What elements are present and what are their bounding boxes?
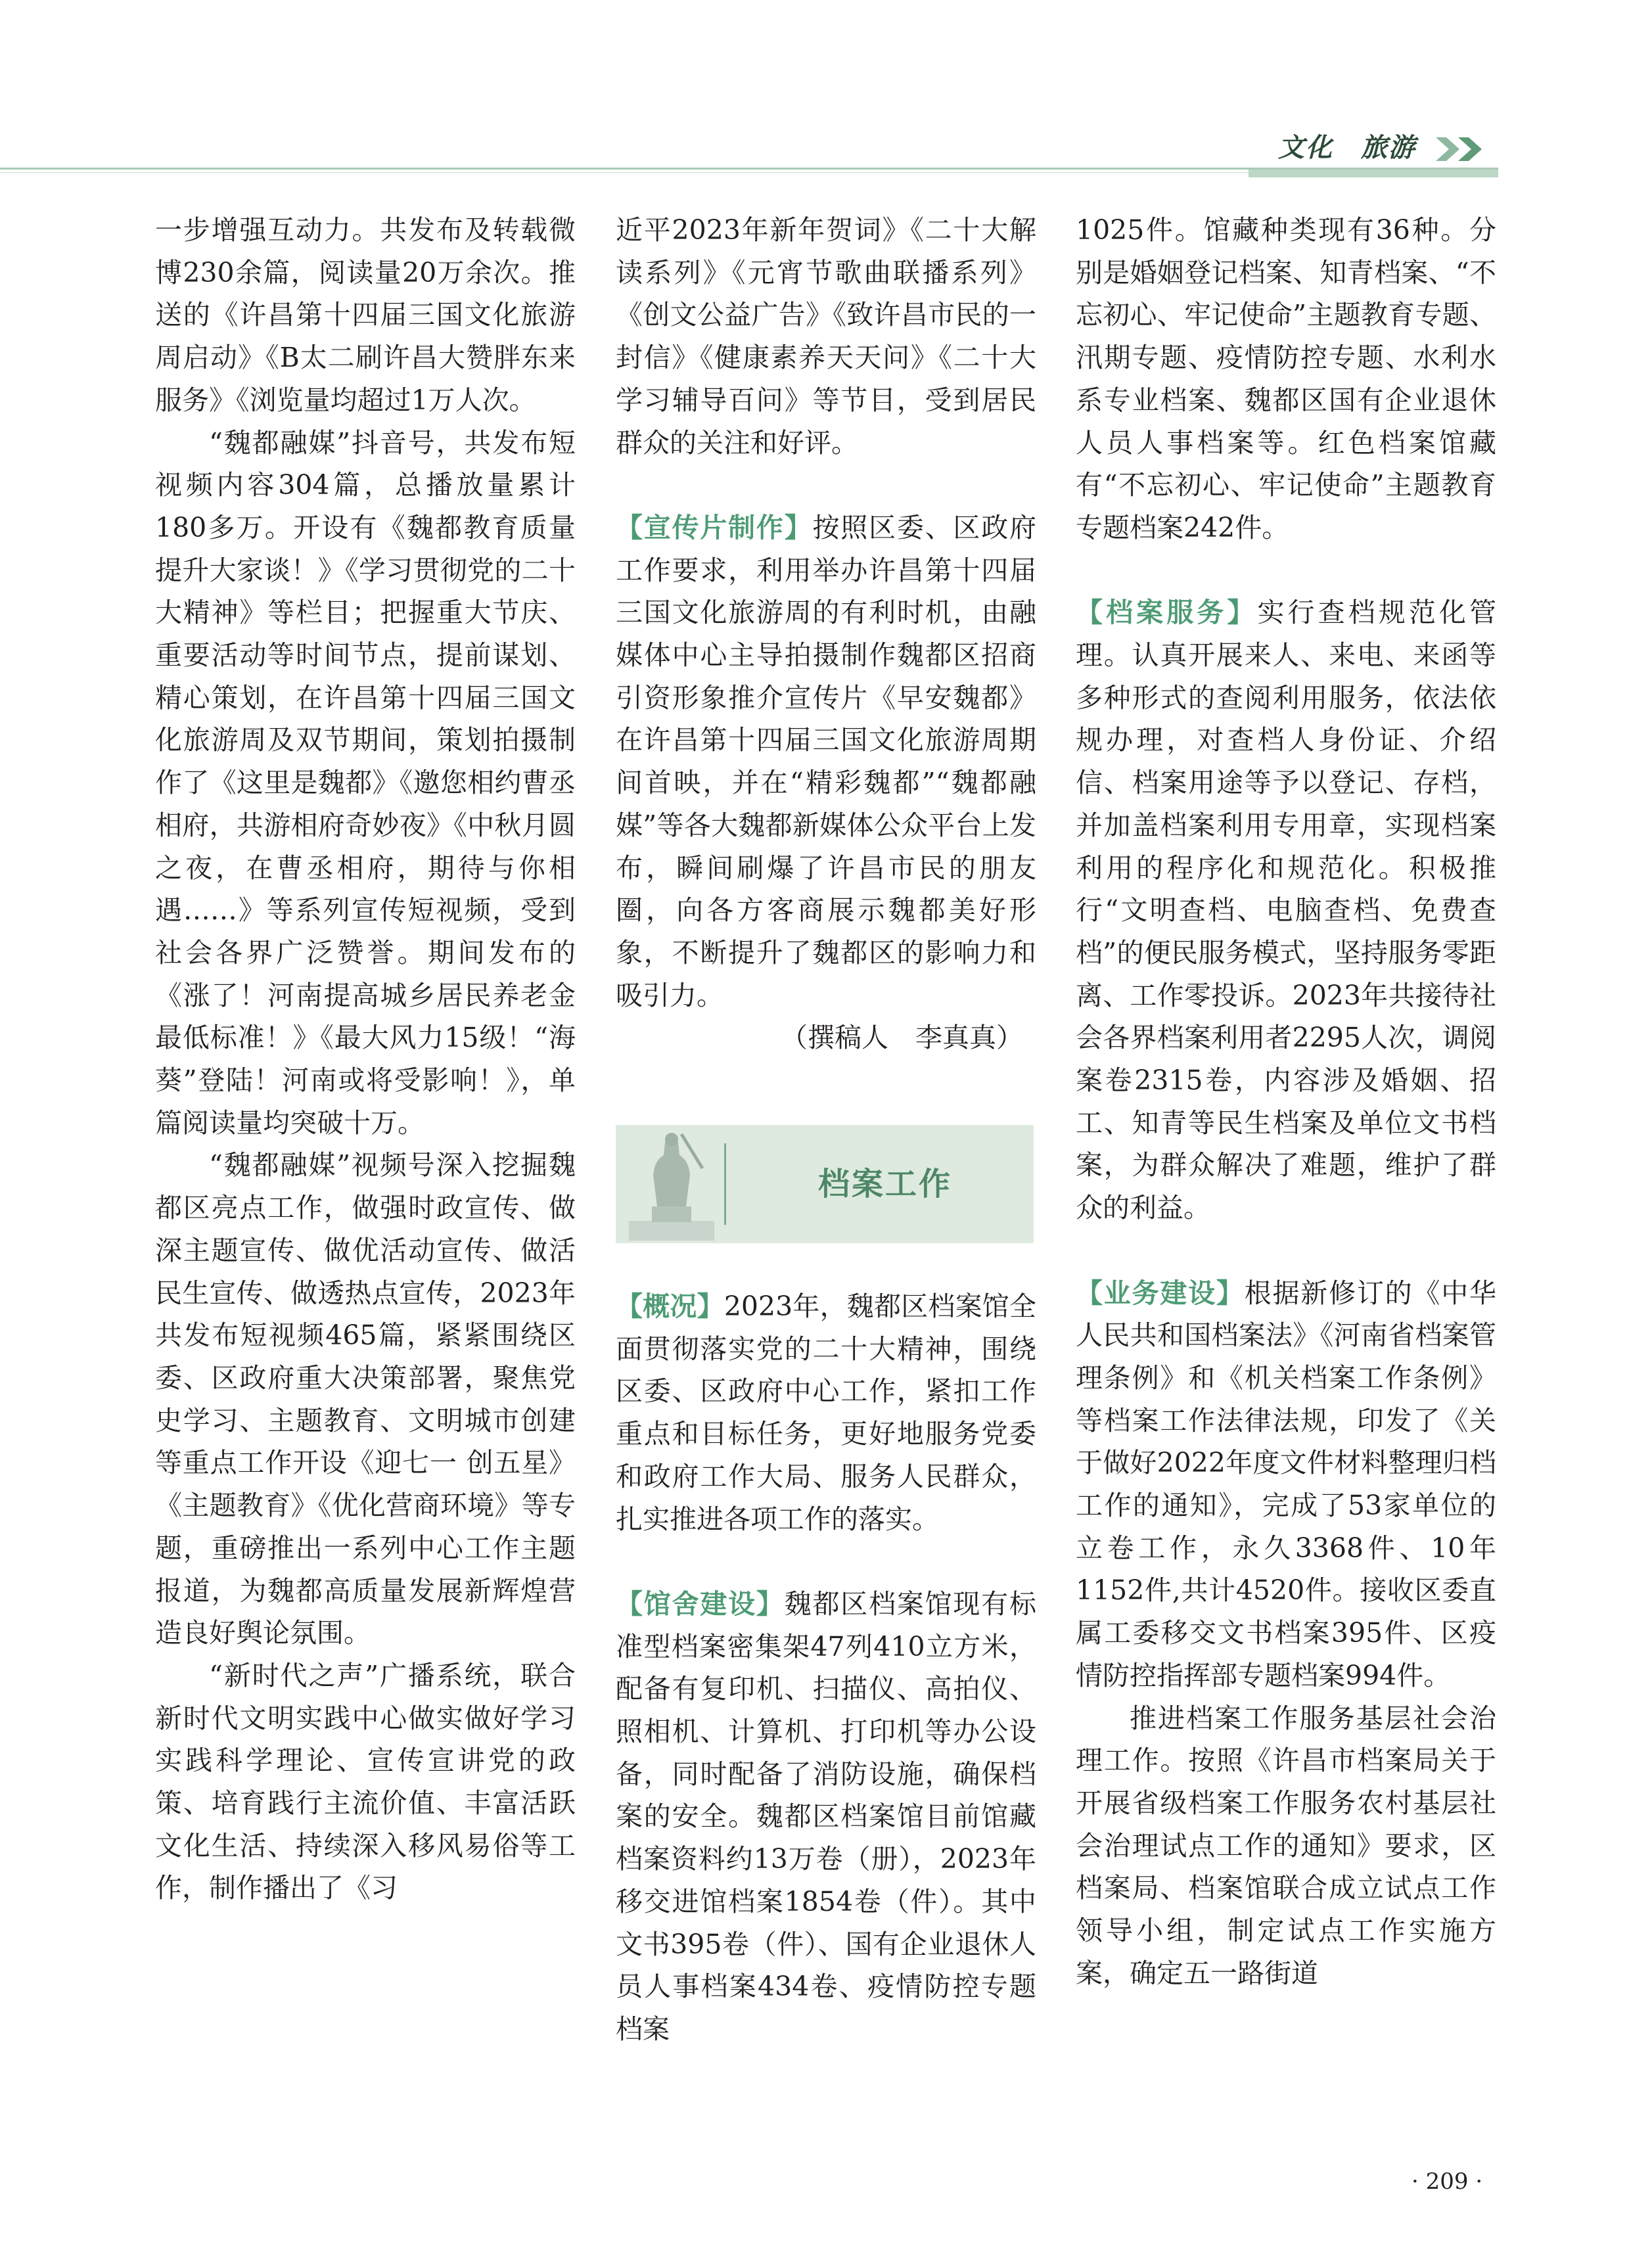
paragraph-text: 按照区委、区政府工作要求，利用举办许昌第十四届三国文化旅游周的有利时机，由融媒体中心主导拍摄制作魏都区招商引资形象推介宣传片《早安魏都》在许昌第十四届三国文化旅游周期间首映，并在“精彩魏都”“魏都融媒”等各大魏都新媒体公众平台上发布，瞬间刷爆了许昌市民的朋友圈，向各方客商展示魏都美好形象，不断提升了魏都区的影响力和吸引力。 xyxy=(616,511,1036,1011)
banner-title: 档案工作 xyxy=(817,1166,952,1203)
section-title: 文化 旅游 xyxy=(1278,133,1416,163)
banner-divider xyxy=(724,1143,726,1225)
column-3 xyxy=(1076,209,1496,1995)
paragraph xyxy=(616,507,1036,1017)
paragraph-text: 实行查档规范化管理。认真开展来人、来电、来函等多种形式的查阅利用服务，依法依规办理，对查档人身份证、介绍信、档案用途等予以登记、存档，并加盖档案利用专用章，实现档案利用的程序化和规范化。积极推行“文明查档、电脑查档、免费查档”的便民服务模式，坚持服务零距离、工作零投诉。2023年共接待社会各界档案利用者2295人次，调阅案卷2315卷，内容涉及婚姻、招工、知青等民生档案及单位文书档案，为群众解决了难题，维护了群众的利益。 xyxy=(1076,597,1497,1224)
paragraph: 1025件。馆藏种类现有36种。分别是婚姻登记档案、知青档案、“不忘初心、牢记使命”主题教育专题、汛期专题、疫情防控专题、水利水系专业档案、魏都区国有企业退休人员人事档案等。红色档案馆藏有“不忘初心、牢记使命”主题教育专题档案242件。 xyxy=(1076,214,1496,543)
column-1 xyxy=(155,209,576,1910)
column-2 xyxy=(616,209,1036,2051)
double-chevron-icon xyxy=(1436,135,1495,164)
section-tag: 【业务建设】 xyxy=(1076,1277,1245,1309)
paragraph: 近平2023年新年贺词》《二十大解读系列》《元宵节歌曲联播系列》《创文公益广告》《致许昌市民的一封信》《健康素养天天问》《二十大学习辅导百问》等节目，受到居民群众的关注和好评。 xyxy=(616,214,1036,459)
paragraph: 推进档案工作服务基层社会治理工作。按照《许昌市档案局关于开展省级档案工作服务农村基层社会治理试点工作的通知》要求，区档案局、档案馆联合成立试点工作领导小组，制定试点工作实施方案，确定五一路街道 xyxy=(1076,1702,1496,1989)
paragraph: “魏都融媒”抖音号，共发布短视频内容304篇，总播放量累计180多万。开设有《魏都教育质量提升大家谈！》《学习贯彻党的二十大精神》等栏目；把握重大节庆、重要活动等时间节点，提前谋划、精心策划，在许昌第十四届三国文化旅游周及双节期间，策划拍摄制作了《这里是魏都》《邀您相约曹丞相府，共游相府奇妙夜》《中秋月圆之夜，在曹丞相府，期待与你相遇……》等系列宣传短视频，受到社会各界广泛赞誉。期间发布的《涨了！河南提高城乡居民养老金最低标准！》《最大风力15级！“海葵”登陆！河南或将受影响！》，单篇阅读量均突破十万。 xyxy=(155,426,576,1139)
paragraph: “魏都融媒”视频号深入挖掘魏都区亮点工作，做强时政宣传、做深主题宣传、做优活动宣传、做活民生宣传、做透热点宣传，2023年共发布短视频465篇，紧紧围绕区委、区政府重大决策部署，聚焦党史学习、主题教育、文明城市创建等重点工作开设《迎七一 创五星》《主题教育》《优化营商环境》等专题，重磅推出一系列中心工作主题报道，为魏都高质量发展新辉煌营造良好舆论氛围。 xyxy=(155,1149,576,1649)
section-tag: 【概况】 xyxy=(616,1291,724,1323)
paragraph xyxy=(616,1583,1036,2051)
paragraph xyxy=(1076,591,1496,1229)
byline: （撰稿人 李真真） xyxy=(781,1022,1023,1054)
section-banner xyxy=(616,1125,1034,1243)
paragraph xyxy=(1076,1272,1496,1697)
statue-illustration xyxy=(629,1129,714,1241)
page-number: · 209 · xyxy=(1411,2168,1483,2195)
paragraph-text: 根据新修订的《中华人民共和国档案法》《河南省档案管理条例》和《机关档案工作条例》等档案工作法律法规，印发了《关于做好2022年度文件材料整理归档工作的通知》，完成了53家单位的立卷工作，永久3368件、10年1152件,共计4520件。接收区委直属工委移交文书档案395件、区疫情防控指挥部专题档案994件。 xyxy=(1076,1277,1497,1691)
paragraph: “新时代之声”广播系统，联合新时代文明实践中心做实做好学习实践科学理论、宣传宣讲党的政策、培育践行主流价值、丰富活跃文化生活、持续深入移风易俗等工作，制作播出了《习 xyxy=(155,1659,576,1904)
section-tag: 【档案服务】 xyxy=(1076,597,1258,629)
section-tag: 【宣传片制作】 xyxy=(616,511,813,543)
section-tag: 【馆舍建设】 xyxy=(616,1588,785,1620)
paragraph-text: 魏都区档案馆现有标准型档案密集架47列410立方米，配备有复印机、扫描仪、高拍仪、照相机、计算机、打印机等办公设备，同时配备了消防设施，确保档案的安全。魏都区档案馆目前馆藏档案资料约13万卷（册），2023年移交进馆档案1854卷（件）。其中文书395卷（件）、国有企业退休人员人事档案434卷、疫情防控专题档案 xyxy=(616,1588,1037,2045)
paragraph: 一步增强互动力。共发布及转载微博230余篇，阅读量20万余次。推送的《许昌第十四届三国文化旅游周启动》《B太二刷许昌大赞胖东来服务》《浏览量均超过1万人次。 xyxy=(155,214,576,416)
paragraph-text: 2023年，魏都区档案馆全面贯彻落实党的二十大精神，围绕区委、区政府中心工作，紧扣工作重点和目标任务，更好地服务党委和政府工作大局、服务人民群众，扎实推进各项工作的落实。 xyxy=(616,1291,1037,1535)
paragraph xyxy=(616,1285,1036,1540)
